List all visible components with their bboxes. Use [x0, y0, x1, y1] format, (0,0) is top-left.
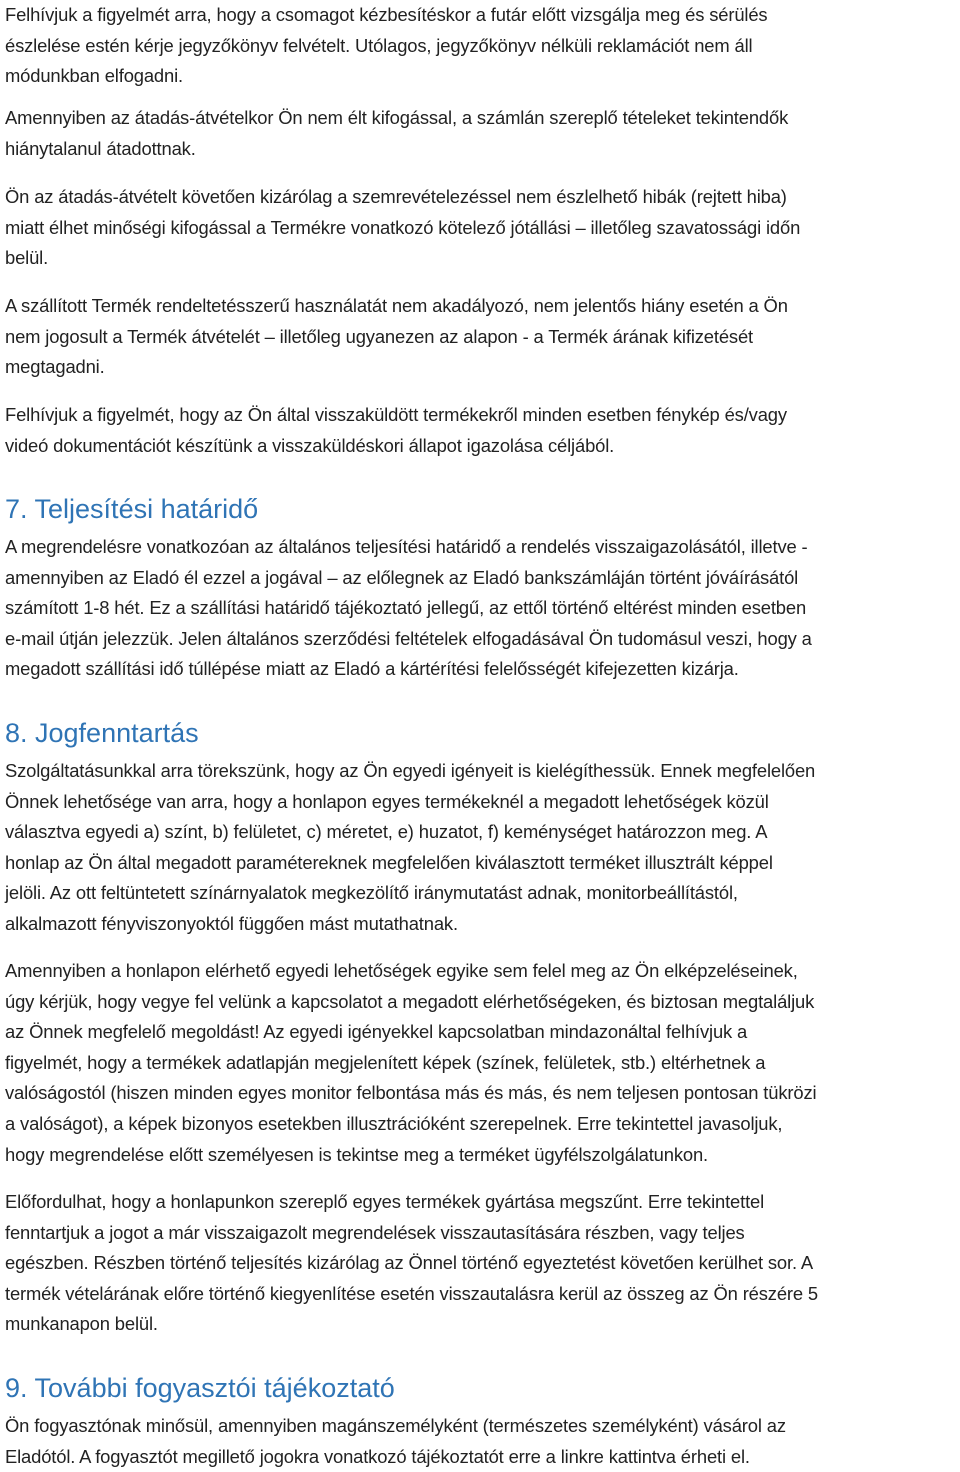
text-line: honlap az Ön által megadott paramétereknek megfelelően kiválasztott terméket illusztrált képpel [5, 851, 773, 873]
text-line: Amennyiben a honlapon elérhető egyedi lehetőségek egyike sem felel meg az Ön elképzeléseinek, [5, 960, 798, 981]
paragraph-minor-shortage [5, 291, 955, 383]
text-line: miatt élhet minőségi kifogással a Termékre vonatkozó kötelező jótállási – illetőleg szavatossági időn [5, 216, 801, 238]
paragraph-return-documentation [5, 400, 955, 461]
text-line: termék vételárának előre történő kiegyenlítése esetén visszautalásra kerül az összeg az Ön részére 5 [5, 1282, 819, 1304]
text-line: munkanapon belül. [5, 1313, 158, 1335]
paragraph-no-objection [5, 103, 955, 164]
section-heading-reservation: 8. Jogfenntartás [5, 718, 199, 748]
text-line: Ön fogyasztónak minősül, amennyiben magánszemélyként (természetes személyként) vásárol az [5, 1415, 786, 1436]
text-line: észlelése estén kérje jegyzőkönyv felvételt. Utólagos, jegyzőkönyv nélküli reklamációt nem áll [5, 34, 753, 56]
paragraph-hidden-defects [5, 182, 955, 274]
text-line: Önnek lehetősége van arra, hogy a honlapon egyes termékeknél a megadott lehetőségek közül [5, 790, 769, 812]
text-line: számított 1-8 hét. Ez a szállítási határidő tájékoztató jellegű, az ettől történő eltérést minden esetben [5, 597, 807, 619]
text-line: Amennyiben az átadás-átvételkor Ön nem élt kifogással, a számlán szereplő tételeket tekintendők [5, 107, 789, 128]
section-heading-consumer-info: 9. További fogyasztói tájékoztató [5, 1373, 395, 1403]
text-line: alkalmazott fényviszonyoktól függően mást mutathatnak. [5, 912, 458, 934]
text-line: A szállított Termék rendeltetésszerű használatát nem akadályozó, nem jelentős hiány esetén a Ön [5, 295, 788, 316]
text-line: Eladótól. A fogyasztót megillető jogokra vonatkozó tájékoztatót erre a linkre kattintva érheti el. [5, 1445, 750, 1467]
text-line: Szolgáltatásunkkal arra törekszünk, hogy az Ön egyedi igényeit is kielégíthessük. Ennek megfelelően [5, 760, 816, 781]
section-heading-deadline: 7. Teljesítési határidő [5, 494, 259, 524]
text-line: figyelmét, hogy a termékek adatlapján megjelenített képek (színek, felületek, stb.) eltérhetnek a [5, 1051, 766, 1073]
text-line: a valóságot), a képek bizonyos esetekben illusztrációként szerepelnek. Erre tekintettel javasoljuk, [5, 1112, 783, 1134]
paragraph-delivery-inspection [5, 0, 955, 92]
text-line: megtagadni. [5, 356, 105, 378]
paragraph-custom-options [5, 756, 955, 940]
text-line: hiánytalanul átadottnak. [5, 137, 196, 159]
text-line: hogy megrendelése előtt személyesen is tekintse meg a terméket ügyfélszolgálatunkon. [5, 1143, 708, 1165]
text-line: az Önnek megfelelő megoldást! Az egyedi igényekkel kapcsolatban mindazonáltal felhívjuk a [5, 1021, 748, 1043]
text-line: Ön az átadás-átvételt követően kizárólag a szemrevételezéssel nem észlelhető hibák (rejtett hiba) [5, 186, 787, 207]
text-line: választva egyedi a) színt, b) felületet, c) méretet, e) huzatot, f) keménységet határozzon meg. A [5, 821, 768, 843]
text-line: belül. [5, 247, 49, 269]
paragraph-discontinued [5, 1187, 960, 1340]
text-line: úgy kérjük, hogy vegye fel velünk a kapcsolatot a megadott elérhetőségeken, és biztosan megtaláljuk [5, 990, 815, 1012]
text-line: e-mail útján jelezzük. Jelen általános szerződési feltételek elfogadásával Ön tudomásul veszi, hogy a [5, 627, 812, 649]
paragraph-consumer-info [5, 1411, 955, 1472]
text-line: megadott szállítási idő túllépése miatt az Eladó a kártérítési felelősségét kifejezetten kizárja. [5, 658, 739, 680]
text-line: nem jogosult a Termék átvételét – illetőleg ugyanezen az alapon - a Termék árának kifizetését [5, 325, 753, 347]
text-line: videó dokumentációt készítünk a visszaküldéskori állapot igazolása céljából. [5, 434, 615, 456]
text-line: jelöli. Az ott feltüntetett színárnyalatok megkezölítő iránymutatást adnak, monitorbeállítástól, [5, 882, 738, 904]
text-line: egészben. Részben történő teljesítés kizárólag az Önnel történő egyeztetést követően kerülhet sor. A [5, 1252, 813, 1274]
text-line: A megrendelésre vonatkozóan az általános teljesítési határidő a rendelés visszaigazolásától, illetve - [5, 536, 808, 557]
text-line: Felhívjuk a figyelmét arra, hogy a csomagot kézbesítéskor a futár előtt vizsgálja meg és sérülés [5, 4, 768, 25]
paragraph-contact-us [5, 956, 960, 1170]
text-line: fenntartjuk a jogot a már visszaigazolt megrendelések visszautasítására részben, vagy teljes [5, 1221, 745, 1243]
paragraph-deadline [5, 532, 960, 685]
text-line: módunkban elfogadni. [5, 65, 183, 87]
text-line: amennyiben az Eladó él ezzel a jogával – az előlegnek az Eladó bankszámláján történt jóváírásától [5, 566, 799, 588]
text-line: valóságostól (hiszen minden egyes monitor felbontása más és más, és nem teljesen pontosan tükrözi [5, 1082, 817, 1104]
text-line: Előfordulhat, hogy a honlapunkon szereplő egyes termékek gyártása megszűnt. Erre tekintettel [5, 1191, 765, 1212]
text-line: Felhívjuk a figyelmét, hogy az Ön által visszaküldött termékekről minden esetben fénykép és/vagy [5, 404, 787, 425]
